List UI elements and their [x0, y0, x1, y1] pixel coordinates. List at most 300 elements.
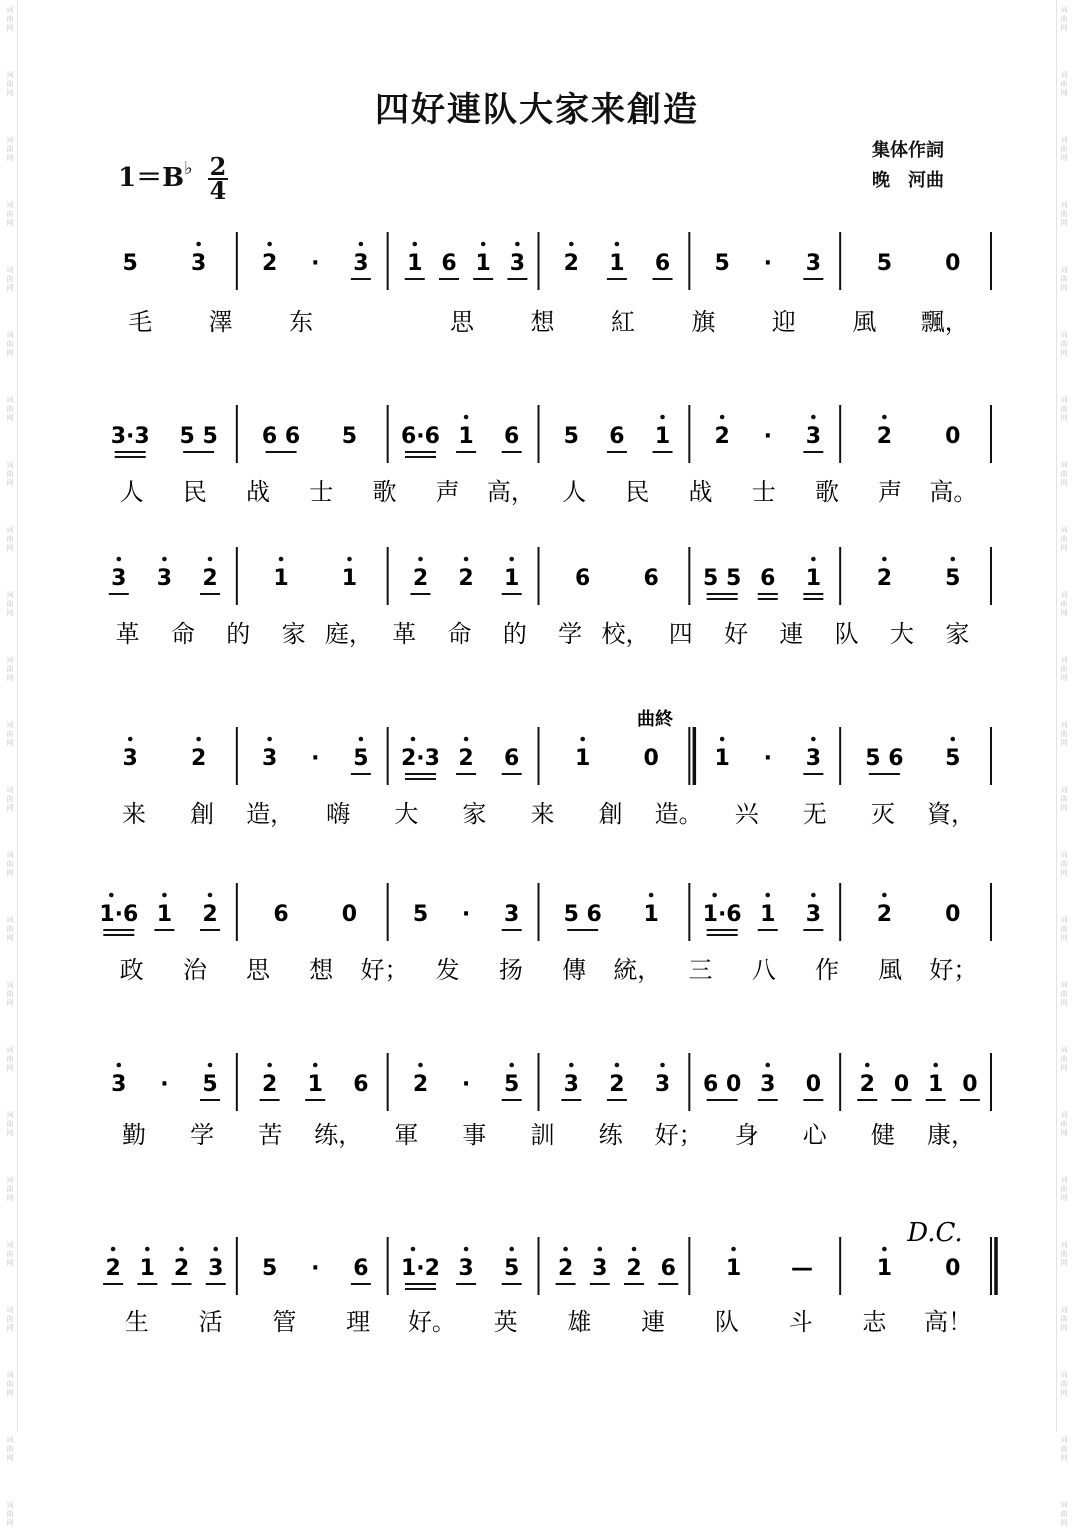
note: 3 [805, 424, 822, 449]
note: 2·3 [400, 746, 440, 771]
note: 1 [407, 251, 423, 276]
composer-credit: 晚 河曲 [872, 170, 944, 191]
watermark-mark: 词 曲 网 [1060, 71, 1068, 97]
note: 5 6 [563, 902, 602, 927]
lyric: 連 [641, 1308, 666, 1336]
octave-dot [208, 557, 213, 562]
lyric: 思 [450, 308, 475, 336]
watermark-mark: 词 曲 网 [1060, 136, 1068, 162]
note: 3 [261, 746, 278, 771]
note: 2 [458, 566, 474, 591]
octave-dot [109, 893, 114, 898]
octave-dot [563, 1247, 568, 1252]
note: 1 [654, 424, 671, 449]
watermark-mark: 词 曲 网 [1060, 656, 1068, 682]
lyric: 好； [360, 956, 409, 984]
watermark-mark: 词 曲 网 [1060, 1241, 1068, 1267]
note: 3 [509, 251, 526, 276]
lyric: 志 [862, 1308, 887, 1336]
watermark-mark: 词 曲 网 [6, 1111, 14, 1137]
watermark-mark: 词 曲 网 [1060, 1436, 1068, 1462]
lyric: 風 [878, 956, 903, 984]
watermark-mark: 词 曲 网 [1060, 1046, 1068, 1072]
lyric: 四 [668, 620, 693, 648]
watermark-mark: 词 曲 网 [1060, 851, 1068, 877]
octave-dot [279, 557, 284, 562]
octave-dot [145, 1247, 150, 1252]
lyric: 好； [654, 1121, 703, 1149]
lyric: 家 [462, 800, 487, 828]
note: 2 [105, 1256, 121, 1281]
lyric: 統， [613, 956, 662, 984]
lyric: 飄， [920, 308, 969, 336]
lyric: 生 [124, 1308, 149, 1336]
octave-dot [464, 415, 469, 420]
note: 5 [412, 902, 429, 927]
lyric: 想 [530, 308, 555, 336]
octave-dot [267, 1063, 272, 1068]
octave-dot [882, 893, 887, 898]
note: 3 [111, 566, 127, 591]
octave-dot [267, 242, 272, 247]
octave-dot [882, 557, 887, 562]
watermark-mark: 词 曲 网 [1060, 6, 1068, 32]
octave-dot [811, 737, 816, 742]
lyric: 連 [779, 620, 804, 648]
note: 6 [643, 566, 659, 591]
lyric: 斗 [788, 1308, 813, 1336]
lyric: 旗 [691, 308, 716, 336]
lyric: 战 [688, 478, 713, 506]
note: 2 [173, 1256, 190, 1281]
octave-dot [411, 737, 416, 742]
note: 2 [876, 566, 893, 591]
fine-mark: 曲終 [637, 709, 673, 730]
lyric: 来 [530, 800, 555, 828]
note: 6 6 [261, 424, 301, 449]
octave-dot [615, 1063, 620, 1068]
note: 6 [353, 1072, 369, 1097]
note: 3 [805, 746, 822, 771]
note: 3·3 [110, 424, 150, 449]
octave-dot [313, 1063, 318, 1068]
note: 5 [504, 1072, 520, 1097]
note: 6 [273, 902, 289, 927]
octave-dot [569, 1063, 574, 1068]
note: · [461, 1072, 471, 1097]
lyric: 的 [502, 620, 527, 648]
note: 2 [261, 1072, 278, 1097]
note: 5 [504, 1256, 520, 1281]
octave-dot [569, 242, 574, 247]
lyric: 大 [394, 800, 419, 828]
note: 2 [412, 1072, 429, 1097]
note: 1 [643, 902, 659, 927]
watermark-mark: 词 曲 网 [6, 916, 14, 942]
octave-dot [933, 1063, 938, 1068]
lyric: 兴 [734, 800, 759, 828]
note: 3 [504, 902, 520, 927]
octave-dot [267, 737, 272, 742]
octave-dot [162, 893, 167, 898]
octave-dot [509, 557, 514, 562]
octave-dot [359, 737, 364, 742]
note: 2 [202, 566, 218, 591]
watermark-mark: 词 曲 网 [6, 851, 14, 877]
lyric: 毛 [128, 308, 153, 336]
octave-dot [213, 1247, 218, 1252]
octave-dot [196, 242, 201, 247]
dc-mark: D.C. [907, 1218, 963, 1248]
watermark-mark: 词 曲 网 [1060, 266, 1068, 292]
watermark-mark: 词 曲 网 [1060, 721, 1068, 747]
watermark-mark: 词 曲 网 [6, 1176, 14, 1202]
note: · [311, 746, 320, 771]
note: 0 [893, 1072, 910, 1097]
lyric: 士 [309, 478, 334, 506]
note: 6 [760, 566, 776, 591]
note: 2 [876, 424, 893, 449]
lyric: 校， [601, 620, 650, 648]
note: 2 [261, 251, 278, 276]
watermark-mark: 词 曲 网 [6, 266, 14, 292]
lyric: 民 [182, 478, 207, 506]
note: 0 [805, 1072, 822, 1097]
watermark-mark: 词 曲 网 [1060, 1371, 1068, 1397]
lyric: 作 [814, 956, 839, 984]
note: 5 [341, 424, 358, 449]
watermark-mark: 词 曲 网 [6, 1501, 14, 1527]
note: 1 [876, 1256, 893, 1281]
note: 0 [341, 902, 358, 927]
note: 6 [441, 251, 457, 276]
lyric: 声 [878, 478, 903, 506]
lyric: 理 [346, 1308, 371, 1336]
note: 3 [353, 251, 369, 276]
note: 5 [945, 566, 961, 591]
note: 3 [208, 1256, 224, 1281]
lyric: 发 [435, 956, 460, 984]
octave-dot [162, 557, 167, 562]
lyric: 命 [170, 620, 195, 648]
note: 5 [353, 746, 369, 771]
note: 1 [725, 1256, 742, 1281]
note: 3 [805, 251, 822, 276]
lyric: 創 [598, 800, 623, 828]
lyric: 苦 [258, 1121, 283, 1149]
lyric: 队 [714, 1308, 739, 1336]
note: 6 [660, 1256, 676, 1281]
octave-dot [418, 1063, 423, 1068]
octave-dot [811, 893, 816, 898]
lyric: 战 [246, 478, 271, 506]
lyric: 人 [562, 478, 587, 506]
note: 2 [202, 902, 218, 927]
lyric: 活 [198, 1308, 223, 1336]
lyric: 造， [246, 800, 295, 828]
octave-dot [464, 1247, 469, 1252]
note: 1 [760, 902, 776, 927]
note: 2 [563, 251, 579, 276]
watermark-mark: 词 曲 网 [6, 71, 14, 97]
note: 1 [458, 424, 474, 449]
octave-dot [632, 1247, 637, 1252]
lyric: 高。 [929, 478, 978, 506]
octave-dot [117, 557, 122, 562]
note: 3 [592, 1256, 608, 1281]
note: 2 [876, 902, 893, 927]
watermark-mark: 词 曲 网 [6, 656, 14, 682]
watermark-mark: 词 曲 网 [6, 331, 14, 357]
octave-dot [347, 557, 352, 562]
lyric: 三 [688, 956, 713, 984]
lyric: 紅 [610, 308, 635, 336]
watermark-mark: 词 曲 网 [1060, 1306, 1068, 1332]
note: 3 [563, 1072, 579, 1097]
lyric: 大 [890, 620, 915, 648]
octave-dot [649, 893, 654, 898]
note: 1·2 [400, 1256, 440, 1281]
lyric: 好； [929, 956, 978, 984]
note: 3 [111, 1072, 127, 1097]
octave-dot [720, 737, 725, 742]
note: 5 [563, 424, 579, 449]
note: 1 [139, 1256, 155, 1281]
octave-dot [515, 242, 520, 247]
octave-dot [111, 1247, 116, 1252]
note: 5 5 [702, 566, 742, 591]
lyric: 造。 [654, 800, 703, 828]
note: 3 [805, 902, 822, 927]
octave-dot [950, 557, 955, 562]
note: 2 [458, 746, 474, 771]
octave-dot [580, 737, 585, 742]
note: · [311, 1256, 320, 1281]
lyric: 傳 [562, 956, 587, 984]
note: 3 [760, 1072, 776, 1097]
octave-dot [464, 557, 469, 562]
lyric: 好。 [407, 1308, 456, 1336]
note: 6 [575, 566, 591, 591]
octave-dot [418, 557, 423, 562]
lyric: 家 [281, 620, 306, 648]
note: 1·6 [702, 902, 742, 927]
lyric: 练 [598, 1121, 623, 1149]
lyric: 队 [834, 620, 859, 648]
note: 2 [557, 1256, 574, 1281]
watermark-mark: 词 曲 网 [6, 1306, 14, 1332]
octave-dot [615, 242, 620, 247]
note: · [763, 746, 772, 771]
lyric: 无 [802, 800, 827, 828]
lyric: 来 [122, 800, 147, 828]
octave-dot [950, 737, 955, 742]
lyric: 人 [119, 478, 144, 506]
note: 3 [122, 746, 138, 771]
note: 5 [876, 251, 893, 276]
lyric: 练， [314, 1121, 363, 1149]
octave-dot [411, 1247, 416, 1252]
note: 6 0 [702, 1072, 742, 1097]
octave-dot [660, 1063, 665, 1068]
watermark-mark: 词 曲 网 [1060, 461, 1068, 487]
octave-dot [117, 1063, 122, 1068]
lyric: 庭， [324, 620, 373, 648]
note: 5 [714, 251, 730, 276]
octave-dot [412, 242, 417, 247]
note: 1 [714, 746, 730, 771]
watermark-mark: 词 曲 网 [1060, 786, 1068, 812]
note: 1 [609, 251, 625, 276]
lyric: 風 [852, 308, 877, 336]
octave-dot [509, 1247, 514, 1252]
watermark-mark: 词 曲 网 [1060, 1176, 1068, 1202]
octave-dot [196, 737, 201, 742]
lyric: 民 [625, 478, 650, 506]
octave-dot [359, 242, 364, 247]
octave-dot [509, 1063, 514, 1068]
lyric: 政 [119, 956, 144, 984]
lyric: 的 [226, 620, 251, 648]
octave-dot [882, 1247, 887, 1252]
lyric: 治 [182, 956, 207, 984]
note: 1 [156, 902, 173, 927]
lyric: 东 [289, 308, 314, 336]
note: 6 [609, 424, 625, 449]
note: 2 [190, 746, 207, 771]
note: 2 [609, 1072, 625, 1097]
octave-dot [660, 415, 665, 420]
watermark-mark: 词 曲 网 [6, 201, 14, 227]
watermark-mark: 词 曲 网 [6, 6, 14, 32]
octave-dot [481, 242, 486, 247]
watermark-mark: 词 曲 网 [6, 981, 14, 1007]
note: 3 [458, 1256, 474, 1281]
note: 6·6 [400, 424, 440, 449]
note: — [790, 1256, 813, 1281]
note: 0 [945, 1256, 961, 1281]
lyric: 軍 [394, 1121, 419, 1149]
note: 6 [654, 251, 671, 276]
note: 5 [202, 1072, 218, 1097]
lyric: 想 [309, 956, 334, 984]
lyric: 創 [190, 800, 215, 828]
note: · [461, 902, 471, 927]
lyric: 革 [115, 620, 140, 648]
lyric: 英 [493, 1308, 518, 1336]
note: 5 5 [179, 424, 218, 449]
watermark-mark: 词 曲 网 [6, 786, 14, 812]
note: 1 [805, 566, 822, 591]
lyric: 管 [272, 1308, 297, 1336]
note: · [763, 251, 772, 276]
note: 2 [714, 424, 730, 449]
octave-dot [811, 415, 816, 420]
watermark-mark: 词 曲 网 [1060, 591, 1068, 617]
note: 6 [504, 424, 520, 449]
lyric: 勤 [122, 1121, 147, 1149]
lyric: 八 [751, 956, 776, 984]
note: 5 [122, 251, 138, 276]
watermark-mark: 词 曲 网 [6, 721, 14, 747]
lyric: 命 [447, 620, 472, 648]
song-title: 四好連队大家来創造 [375, 90, 699, 130]
note: 3 [654, 1072, 671, 1097]
note: 2 [859, 1072, 875, 1097]
note: 1 [307, 1072, 323, 1097]
lyric: 迎 [771, 308, 796, 336]
lyric: 嗨 [326, 800, 351, 828]
watermark-mark: 词 曲 网 [6, 591, 14, 617]
note: 0 [643, 746, 659, 771]
note: · [763, 424, 772, 449]
note: 3 [190, 251, 207, 276]
watermark-mark: 词 曲 网 [6, 526, 14, 552]
lyric: 好 [724, 620, 749, 648]
note: 1·6 [99, 902, 139, 927]
note: 3 [156, 566, 173, 591]
lyric: 灭 [870, 800, 895, 828]
note: · [311, 251, 320, 276]
lyric: 家 [945, 620, 970, 648]
octave-dot [765, 1063, 770, 1068]
note: 1 [341, 566, 358, 591]
note: 5 [261, 1256, 278, 1281]
octave-dot [598, 1247, 603, 1252]
lyric: 康， [926, 1121, 975, 1149]
time-signature-unit: 4 [209, 176, 227, 205]
watermark-mark: 词 曲 网 [6, 1371, 14, 1397]
lyric: 澤 [208, 308, 233, 336]
note: · [160, 1072, 169, 1097]
watermark-mark: 词 曲 网 [6, 1046, 14, 1072]
watermark-mark: 词 曲 网 [6, 136, 14, 162]
note: 1 [273, 566, 289, 591]
watermark-mark: 词 曲 网 [1060, 396, 1068, 422]
lyric: 歌 [814, 478, 839, 506]
octave-dot [882, 415, 887, 420]
watermark-mark: 词 曲 网 [1060, 1111, 1068, 1137]
octave-dot [712, 893, 717, 898]
lyric: 健 [870, 1121, 895, 1149]
octave-dot [179, 1247, 184, 1252]
octave-dot [731, 1247, 736, 1252]
note: 1 [504, 566, 520, 591]
octave-dot [811, 557, 816, 562]
key-prefix: 1＝B [118, 163, 185, 193]
lyric: 高！ [924, 1308, 973, 1336]
note: 0 [945, 902, 961, 927]
watermark-mark: 词 曲 网 [1060, 201, 1068, 227]
note: 1 [928, 1072, 944, 1097]
watermark-mark: 词 曲 网 [6, 1436, 14, 1462]
lyric: 雄 [567, 1308, 592, 1336]
lyric: 高， [486, 478, 535, 506]
note: 2 [626, 1256, 642, 1281]
note: 6 [353, 1256, 369, 1281]
note: 0 [945, 251, 961, 276]
watermark-mark: 词 曲 网 [1060, 916, 1068, 942]
note: 1 [475, 251, 491, 276]
note: 5 [945, 746, 961, 771]
octave-dot [128, 737, 133, 742]
time-signature-beats: 2 [209, 152, 227, 181]
lyric: 歌 [372, 478, 397, 506]
lyric: 扬 [498, 956, 523, 984]
watermark-mark: 词 曲 网 [1060, 1501, 1068, 1527]
octave-dot [464, 737, 469, 742]
lyric: 学 [558, 620, 583, 648]
